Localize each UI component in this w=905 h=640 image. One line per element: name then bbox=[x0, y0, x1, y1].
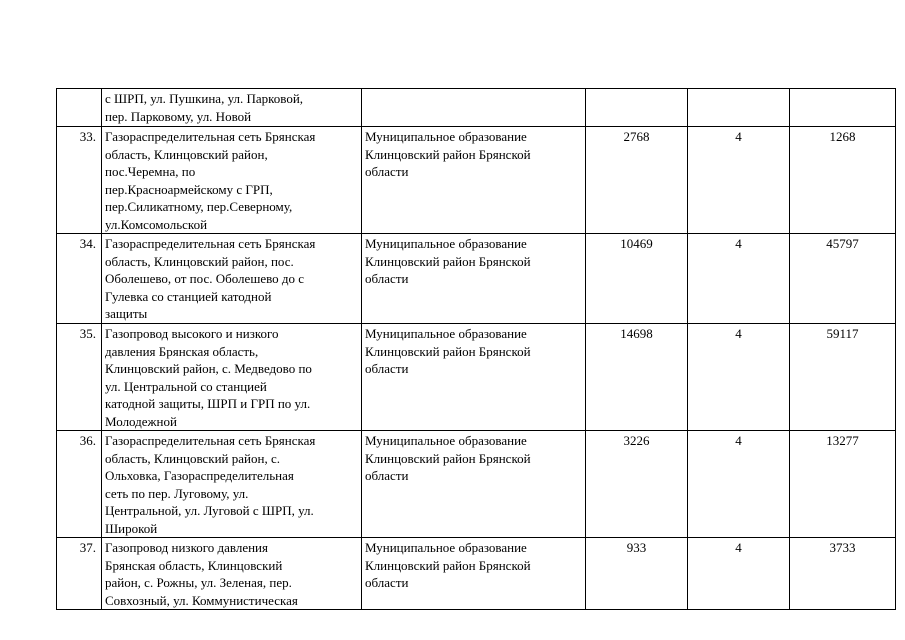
owner-name bbox=[362, 127, 586, 234]
category-value: 4 bbox=[688, 324, 790, 431]
table-row bbox=[57, 538, 896, 610]
registry-table-body bbox=[57, 89, 896, 610]
row-number: 34. bbox=[57, 234, 102, 324]
owner-name-line: Клинцовский район Брянской bbox=[365, 557, 531, 573]
object-name bbox=[102, 234, 362, 324]
table-row bbox=[57, 89, 896, 127]
owner-name-line: Муниципальное образование bbox=[365, 129, 527, 144]
owner-name-line: области bbox=[365, 468, 409, 483]
object-name bbox=[102, 324, 362, 431]
amount-value: 3733 bbox=[790, 538, 896, 610]
object-name bbox=[102, 431, 362, 538]
owner-name-line: Клинцовский район Брянской bbox=[365, 450, 531, 466]
row-number: 33. bbox=[57, 127, 102, 234]
owner-name bbox=[362, 431, 586, 538]
amount-value: 1268 bbox=[790, 127, 896, 234]
object-name-line: Газопровод низкого давления bbox=[105, 540, 268, 555]
category-value: 4 bbox=[688, 431, 790, 538]
owner-name-line: области bbox=[365, 575, 409, 590]
category-value: 4 bbox=[688, 127, 790, 234]
length-value: 10469 bbox=[586, 234, 688, 324]
object-name-line: Центральной, ул. Луговой с ШРП, ул. bbox=[105, 503, 314, 518]
owner-name-line: Муниципальное образование bbox=[365, 540, 527, 555]
owner-name bbox=[362, 324, 586, 431]
object-name-line: Клинцовский район, с. Медведово по bbox=[105, 361, 312, 376]
object-name bbox=[102, 538, 362, 610]
owner-name-line: Клинцовский район Брянской bbox=[365, 253, 531, 269]
owner-name-line: Муниципальное образование bbox=[365, 433, 527, 448]
object-name bbox=[102, 127, 362, 234]
object-name-line: Гулевка со станцией катодной bbox=[105, 288, 272, 304]
object-name-line: Ольховка, Газораспределительная bbox=[105, 468, 294, 483]
owner-name bbox=[362, 89, 586, 127]
table-row bbox=[57, 234, 896, 324]
row-number bbox=[57, 89, 102, 127]
table-row bbox=[57, 324, 896, 431]
category-value: 4 bbox=[688, 234, 790, 324]
object-name-line: пер.Красноармейскому с ГРП, bbox=[105, 181, 273, 197]
object-name-line: район, с. Рожны, ул. Зеленая, пер. bbox=[105, 575, 292, 590]
object-name-line: Оболешево, от пос. Оболешево до с bbox=[105, 271, 305, 286]
object-name-line: Совхозный, ул. Коммунистическая bbox=[105, 592, 298, 608]
object-name-line: Молодежной bbox=[105, 413, 177, 429]
category-value: 4 bbox=[688, 538, 790, 610]
registry-table bbox=[56, 88, 896, 610]
object-name-line: Газораспределительная сеть Брянская bbox=[105, 236, 316, 251]
owner-name bbox=[362, 538, 586, 610]
object-name bbox=[102, 89, 362, 127]
owner-name-line: области bbox=[365, 361, 409, 376]
category-value bbox=[688, 89, 790, 127]
length-value: 933 bbox=[586, 538, 688, 610]
object-name-line: Газораспределительная сеть Брянская bbox=[105, 433, 316, 448]
table-row bbox=[57, 431, 896, 538]
object-name-line: защиты bbox=[105, 306, 148, 321]
object-name-line: область, Клинцовский район, пос. bbox=[105, 253, 294, 269]
owner-name-line: области bbox=[365, 164, 409, 179]
object-name-line: Брянская область, Клинцовский bbox=[105, 557, 283, 573]
length-value: 3226 bbox=[586, 431, 688, 538]
object-name-line: Газораспределительная сеть Брянская bbox=[105, 129, 316, 144]
owner-name-line: Клинцовский район Брянской bbox=[365, 146, 531, 162]
object-name-line: сеть по пер. Луговому, ул. bbox=[105, 485, 249, 501]
object-name-line: область, Клинцовский район, bbox=[105, 146, 268, 162]
object-name-line: ул.Комсомольской bbox=[105, 216, 208, 232]
amount-value: 45797 bbox=[790, 234, 896, 324]
object-name-line: Газопровод высокого и низкого bbox=[105, 326, 279, 341]
object-name-line: с ШРП, ул. Пушкина, ул. Парковой, bbox=[105, 91, 304, 106]
object-name-line: Широкой bbox=[105, 520, 158, 536]
length-value: 2768 bbox=[586, 127, 688, 234]
table-row bbox=[57, 127, 896, 234]
object-name-line: катодной защиты, ШРП и ГРП по ул. bbox=[105, 396, 311, 411]
object-name-line: ул. Центральной со станцией bbox=[105, 378, 267, 394]
amount-value bbox=[790, 89, 896, 127]
length-value: 14698 bbox=[586, 324, 688, 431]
object-name-line: пер.Силикатному, пер.Северному, bbox=[105, 199, 293, 214]
owner-name bbox=[362, 234, 586, 324]
owner-name-line: Клинцовский район Брянской bbox=[365, 343, 531, 359]
amount-value: 59117 bbox=[790, 324, 896, 431]
row-number: 35. bbox=[57, 324, 102, 431]
owner-name-line: области bbox=[365, 271, 409, 286]
object-name-line: область, Клинцовский район, с. bbox=[105, 450, 280, 466]
row-number: 37. bbox=[57, 538, 102, 610]
amount-value: 13277 bbox=[790, 431, 896, 538]
object-name-line: пос.Черемна, по bbox=[105, 164, 196, 179]
owner-name-line: Муниципальное образование bbox=[365, 236, 527, 251]
object-name-line: давления Брянская область, bbox=[105, 343, 259, 359]
row-number: 36. bbox=[57, 431, 102, 538]
object-name-line: пер. Парковому, ул. Новой bbox=[105, 108, 252, 124]
length-value bbox=[586, 89, 688, 127]
owner-name-line: Муниципальное образование bbox=[365, 326, 527, 341]
